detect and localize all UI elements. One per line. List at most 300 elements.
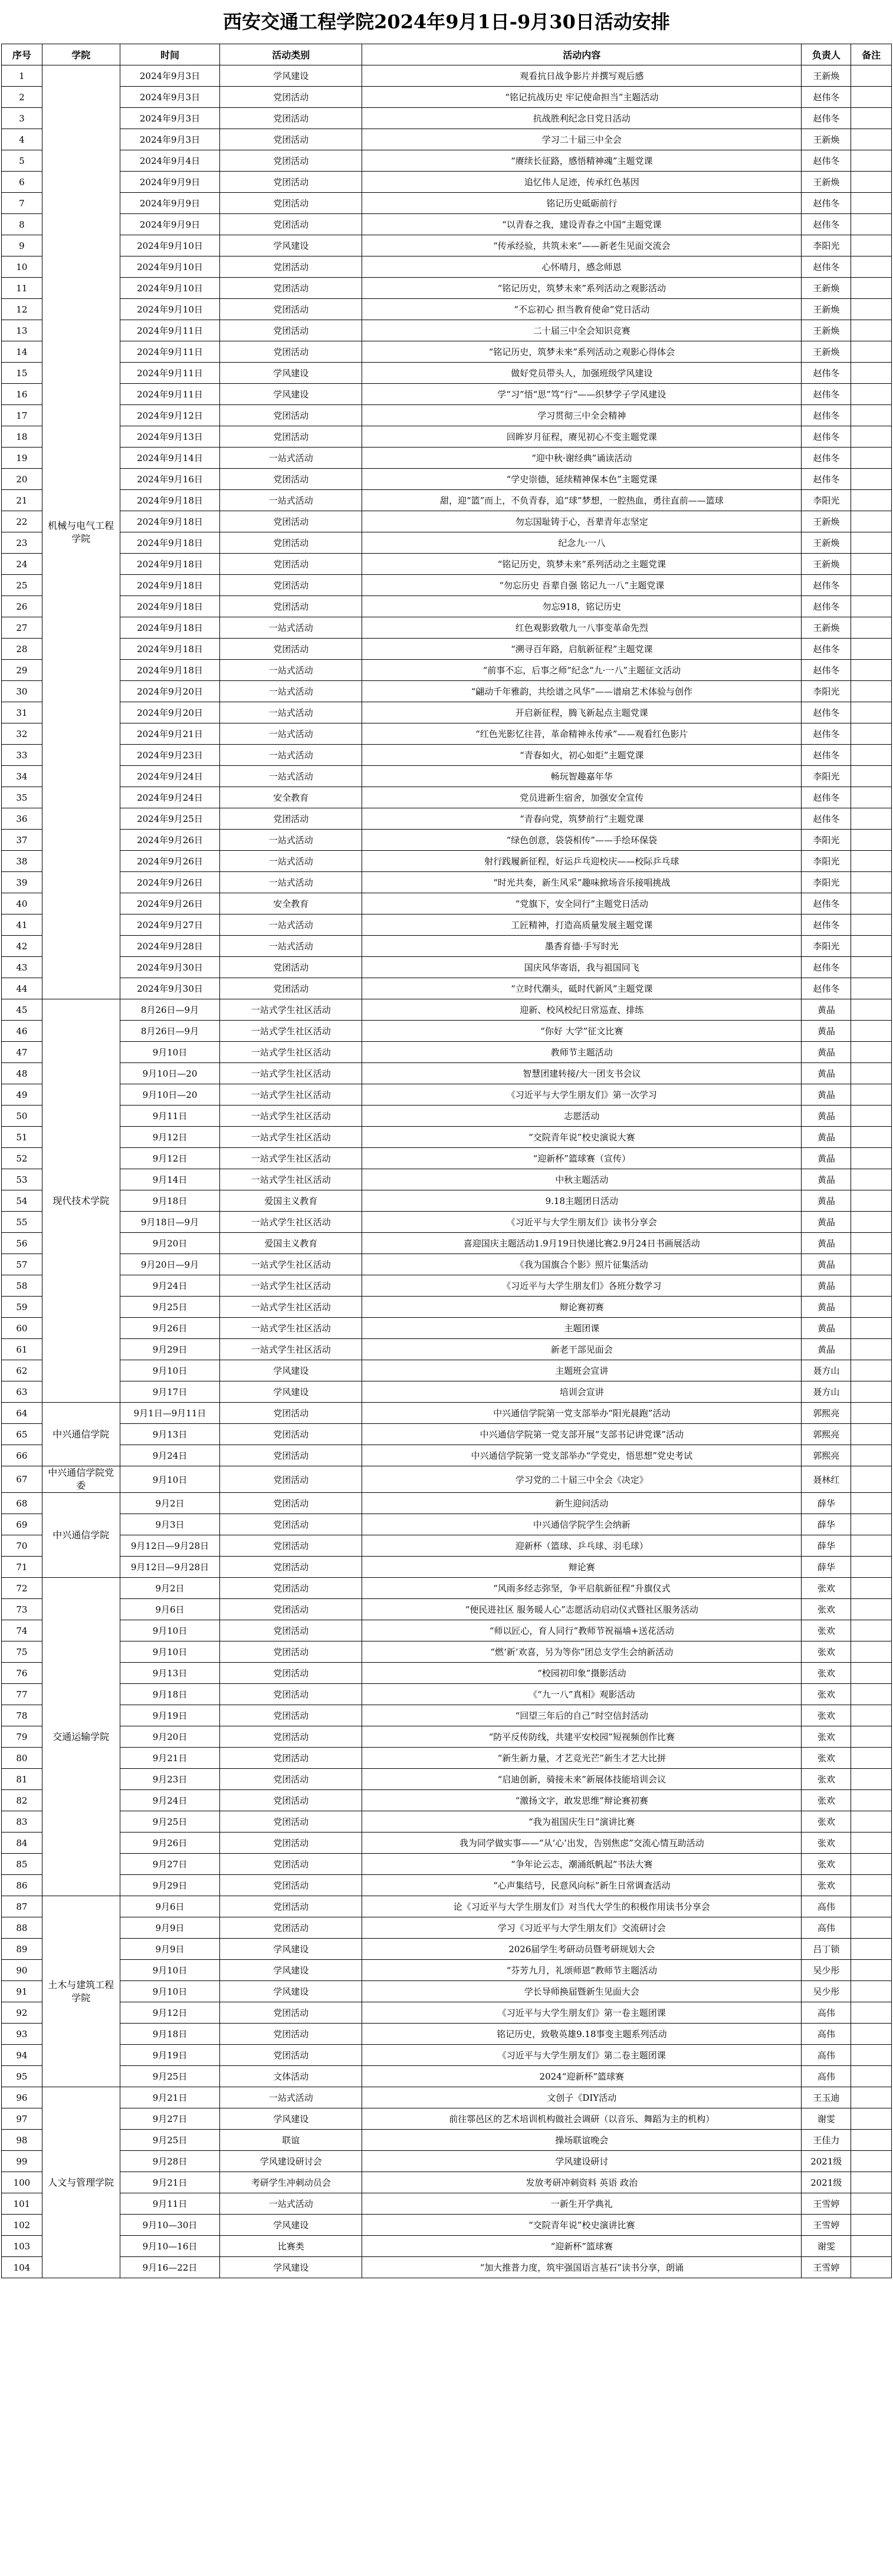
table-row — [2, 1811, 892, 1833]
table-row — [2, 766, 892, 787]
row-number: 26 — [2, 596, 42, 617]
row-category: 党团活动 — [220, 256, 362, 278]
row-number: 11 — [2, 278, 42, 299]
table-row — [2, 256, 892, 278]
row-category: 学风建设 — [220, 363, 362, 384]
row-category: 党团活动 — [220, 405, 362, 426]
row-remark — [851, 660, 892, 681]
row-owner: 黄晶 — [802, 1063, 851, 1084]
row-owner: 张欢 — [802, 1641, 851, 1663]
table-row — [2, 469, 892, 490]
row-time: 9月13日 — [120, 1424, 220, 1445]
row-time: 9月10日 — [120, 1042, 220, 1063]
table-row — [2, 2002, 892, 2024]
table-row — [2, 2236, 892, 2257]
row-category: 党团活动 — [220, 469, 362, 490]
row-owner: 王佳力 — [802, 2130, 851, 2151]
row-category: 党团活动 — [220, 172, 362, 193]
table-row — [2, 448, 892, 469]
row-category: 一站式学生社区活动 — [220, 1297, 362, 1318]
row-remark — [851, 1854, 892, 1875]
row-category: 党团活动 — [220, 1684, 362, 1705]
row-number: 28 — [2, 639, 42, 660]
row-content: 中兴通信学院第一党支部开展“支部书记讲党课”活动 — [362, 1424, 802, 1445]
row-owner: 聂林红 — [802, 1466, 851, 1493]
row-number: 58 — [2, 1275, 42, 1297]
row-time: 9月10日 — [120, 1360, 220, 1381]
row-content: 勿忘国耻铸于心，吾辈青年志坚定 — [362, 511, 802, 532]
row-category: 安全教育 — [220, 787, 362, 808]
row-content: “师以匠心，育人同行”教师节祝福墙+送花活动 — [362, 1620, 802, 1641]
table-row — [2, 1854, 892, 1875]
row-remark — [851, 1381, 892, 1403]
row-number: 70 — [2, 1535, 42, 1557]
row-content: “芬芳九月，礼颂师恩”教师节主题活动 — [362, 1960, 802, 1981]
row-remark — [851, 193, 892, 214]
table-row — [2, 1960, 892, 1981]
table-row — [2, 341, 892, 363]
row-time: 2024年9月9日 — [120, 172, 220, 193]
row-category: 一站式活动 — [220, 723, 362, 745]
row-time: 9月11日 — [120, 1106, 220, 1127]
table-row — [2, 1726, 892, 1748]
table-row — [2, 936, 892, 957]
row-remark — [851, 2066, 892, 2087]
row-remark — [851, 469, 892, 490]
row-time: 2024年9月14日 — [120, 448, 220, 469]
table-row — [2, 554, 892, 575]
table-row — [2, 1514, 892, 1535]
row-number: 18 — [2, 426, 42, 448]
table-row — [2, 1641, 892, 1663]
row-remark — [851, 1896, 892, 1917]
row-owner: 高伟 — [802, 2024, 851, 2045]
row-time: 2024年9月10日 — [120, 235, 220, 256]
row-content: 墨香育德·手写时光 — [362, 936, 802, 957]
row-category: 党团活动 — [220, 150, 362, 172]
row-content: 论《习近平与大学生朋友们》对当代大学生的积极作用读书分享会 — [362, 1896, 802, 1917]
table-row — [2, 702, 892, 723]
row-owner: 张欢 — [802, 1684, 851, 1705]
row-remark — [851, 384, 892, 405]
row-remark — [851, 2193, 892, 2215]
row-number: 9 — [2, 235, 42, 256]
table-row — [2, 851, 892, 872]
table-row — [2, 1084, 892, 1106]
row-remark — [851, 702, 892, 723]
row-owner: 黄晶 — [802, 1148, 851, 1169]
table-row — [2, 1169, 892, 1190]
table-row — [2, 150, 892, 172]
row-content: 《习近平与大学生朋友们》各班分数学习 — [362, 1275, 802, 1297]
row-time: 9月21日 — [120, 1748, 220, 1769]
row-content: 学习《习近平与大学生朋友们》交流研讨会 — [362, 1917, 802, 1939]
row-remark — [851, 1084, 892, 1106]
row-owner: 黄晶 — [802, 1106, 851, 1127]
row-remark — [851, 2045, 892, 2066]
row-time: 9月21日 — [120, 2172, 220, 2193]
row-number: 27 — [2, 617, 42, 639]
row-category: 一站式活动 — [220, 617, 362, 639]
row-content: “铭记历史，筑梦未来”系列活动之观影活动 — [362, 278, 802, 299]
row-time: 2024年9月25日 — [120, 808, 220, 830]
row-owner: 薛华 — [802, 1535, 851, 1557]
row-category: 比赛类 — [220, 2236, 362, 2257]
table-row — [2, 617, 892, 639]
row-time: 9月6日 — [120, 1896, 220, 1917]
table-row — [2, 1790, 892, 1811]
row-remark — [851, 448, 892, 469]
row-time: 9月10—30日 — [120, 2215, 220, 2236]
row-content: 学风建设研讨 — [362, 2151, 802, 2172]
row-time: 9月1日—9月11日 — [120, 1403, 220, 1424]
row-remark — [851, 745, 892, 766]
row-owner: 赵伟冬 — [802, 448, 851, 469]
row-content: “党旗下，安全同行”主题党日活动 — [362, 893, 802, 914]
table-row — [2, 511, 892, 532]
row-remark — [851, 1748, 892, 1769]
row-category: 一站式活动 — [220, 702, 362, 723]
row-time: 9月25日 — [120, 2130, 220, 2151]
row-content: 学“习”悟“思”笃“行”——织梦学子学风建设 — [362, 384, 802, 405]
row-category: 爱国主义教育 — [220, 1233, 362, 1254]
row-owner: 赵伟冬 — [802, 150, 851, 172]
row-time: 9月24日 — [120, 1790, 220, 1811]
row-time: 9月11日 — [120, 2193, 220, 2215]
row-category: 党团活动 — [220, 214, 362, 235]
row-owner: 张欢 — [802, 1620, 851, 1641]
row-number: 86 — [2, 1875, 42, 1896]
row-owner: 王新焕 — [802, 278, 851, 299]
row-remark — [851, 320, 892, 341]
row-owner: 张欢 — [802, 1875, 851, 1896]
table-row — [2, 1493, 892, 1514]
row-owner: 谢雯 — [802, 2236, 851, 2257]
row-remark — [851, 1578, 892, 1599]
row-remark — [851, 1917, 892, 1939]
table-row — [2, 745, 892, 766]
row-time: 2024年9月12日 — [120, 405, 220, 426]
row-owner: 高伟 — [802, 2066, 851, 2087]
row-number: 90 — [2, 1960, 42, 1981]
table-row — [2, 787, 892, 808]
table-row — [2, 2024, 892, 2045]
row-category: 党团活动 — [220, 1445, 362, 1466]
row-time: 2024年9月9日 — [120, 214, 220, 235]
row-number: 38 — [2, 851, 42, 872]
row-category: 党团活动 — [220, 129, 362, 150]
table-row — [2, 2193, 892, 2215]
college-cell: 中兴通信学院党委 — [42, 1466, 120, 1493]
row-category: 一站式学生社区活动 — [220, 1318, 362, 1339]
row-number: 93 — [2, 2024, 42, 2045]
row-time: 9月18日 — [120, 2024, 220, 2045]
row-number: 48 — [2, 1063, 42, 1084]
row-content: 中兴通信学院第一党支部举办“学党史，悟思想”党史考试 — [362, 1445, 802, 1466]
row-number: 97 — [2, 2108, 42, 2130]
row-owner: 黄晶 — [802, 1297, 851, 1318]
row-category: 一站式学生社区活动 — [220, 1254, 362, 1275]
row-number: 69 — [2, 1514, 42, 1535]
row-remark — [851, 2024, 892, 2045]
row-remark — [851, 1557, 892, 1578]
table-row — [2, 681, 892, 702]
row-content: 喜迎国庆主题活动1.9月19日快递比赛2.9月24日书画展活动 — [362, 1233, 802, 1254]
row-time: 2024年9月26日 — [120, 872, 220, 893]
header-row — [2, 44, 892, 65]
row-content: 《我为国旗合个影》照片征集活动 — [362, 1254, 802, 1275]
row-category: 党团活动 — [220, 108, 362, 129]
row-content: 操场联谊晚会 — [362, 2130, 802, 2151]
table-row — [2, 1254, 892, 1275]
row-content: 《习近平与大学生朋友们》第二卷主题团课 — [362, 2045, 802, 2066]
row-remark — [851, 723, 892, 745]
row-owner: 王新焕 — [802, 172, 851, 193]
row-content: “加大推普力度，筑牢强国语言基石”读书分享，朗诵 — [362, 2257, 802, 2278]
row-owner: 赵伟冬 — [802, 787, 851, 808]
row-time: 2024年9月26日 — [120, 830, 220, 851]
row-number: 51 — [2, 1127, 42, 1148]
row-owner: 黄晶 — [802, 1318, 851, 1339]
row-time: 8月26日—9月 — [120, 1021, 220, 1042]
row-time: 9月17日 — [120, 1381, 220, 1403]
row-number: 89 — [2, 1939, 42, 1960]
row-number: 103 — [2, 2236, 42, 2257]
row-remark — [851, 1275, 892, 1297]
row-category: 党团活动 — [220, 1811, 362, 1833]
row-content: “防平反传防线，共建平安校园”短视频创作比赛 — [362, 1726, 802, 1748]
row-remark — [851, 1705, 892, 1726]
row-owner: 赵伟冬 — [802, 469, 851, 490]
row-remark — [851, 1063, 892, 1084]
row-remark — [851, 639, 892, 660]
college-cell: 人文与管理学院 — [42, 2087, 120, 2278]
row-owner: 高伟 — [802, 1896, 851, 1917]
row-content: 主题班会宣讲 — [362, 1360, 802, 1381]
row-number: 35 — [2, 787, 42, 808]
row-category: 党团活动 — [220, 1578, 362, 1599]
row-owner: 李阳光 — [802, 851, 851, 872]
row-remark — [851, 1318, 892, 1339]
row-owner: 王玉迪 — [802, 2087, 851, 2108]
row-number: 61 — [2, 1339, 42, 1360]
row-category: 党团活动 — [220, 1726, 362, 1748]
row-number: 98 — [2, 2130, 42, 2151]
row-owner: 郭熙亮 — [802, 1424, 851, 1445]
row-category: 学风建设 — [220, 2257, 362, 2278]
row-number: 52 — [2, 1148, 42, 1169]
row-content: 9.18主题团日活动 — [362, 1190, 802, 1212]
row-content: 学习贯彻三中全会精神 — [362, 405, 802, 426]
row-category: 一站式活动 — [220, 766, 362, 787]
row-content: 铭记历史，致敬英雄9.18事变主题系列活动 — [362, 2024, 802, 2045]
row-owner: 赵伟冬 — [802, 426, 851, 448]
table-row — [2, 1917, 892, 1939]
row-number: 12 — [2, 299, 42, 320]
row-category: 党团活动 — [220, 532, 362, 554]
row-time: 9月10—16日 — [120, 2236, 220, 2257]
table-row — [2, 1275, 892, 1297]
row-time: 9月26日 — [120, 1833, 220, 1854]
row-time: 9月26日 — [120, 1318, 220, 1339]
table-row — [2, 384, 892, 405]
table-row — [2, 2108, 892, 2130]
table-row — [2, 1212, 892, 1233]
row-category: 党团活动 — [220, 1748, 362, 1769]
row-remark — [851, 957, 892, 978]
table-row — [2, 1620, 892, 1641]
row-time: 9月12日 — [120, 1127, 220, 1148]
row-number: 65 — [2, 1424, 42, 1445]
row-owner: 黄晶 — [802, 1127, 851, 1148]
table-row — [2, 808, 892, 830]
row-number: 74 — [2, 1620, 42, 1641]
row-owner: 张欢 — [802, 1599, 851, 1620]
row-remark — [851, 363, 892, 384]
row-remark — [851, 2002, 892, 2024]
row-number: 45 — [2, 999, 42, 1021]
row-remark — [851, 617, 892, 639]
row-remark — [851, 2257, 892, 2278]
table-row — [2, 872, 892, 893]
row-time: 9月10日 — [120, 1960, 220, 1981]
row-owner: 黄晶 — [802, 1021, 851, 1042]
row-content: 回眸岁月征程，赓见初心不变主题党课 — [362, 426, 802, 448]
row-remark — [851, 1106, 892, 1127]
row-category: 一站式活动 — [220, 660, 362, 681]
row-remark — [851, 1339, 892, 1360]
row-category: 一站式活动 — [220, 2193, 362, 2215]
row-number: 82 — [2, 1790, 42, 1811]
row-owner: 吕丁锁 — [802, 1939, 851, 1960]
row-content: “燃‘新’欢喜，另为等你”团总支学生会纳新活动 — [362, 1641, 802, 1663]
row-category: 党团活动 — [220, 1620, 362, 1641]
row-number: 20 — [2, 469, 42, 490]
row-time: 9月10日 — [120, 1620, 220, 1641]
row-time: 9月2日 — [120, 1493, 220, 1514]
row-content: “以青春之我，建设青春之中国”主题党课 — [362, 214, 802, 235]
row-time: 9月18日 — [120, 1684, 220, 1705]
row-category: 学风建设 — [220, 2215, 362, 2236]
row-time: 9月20日 — [120, 1726, 220, 1748]
row-owner: 赵伟冬 — [802, 108, 851, 129]
row-content: 文创子《DIY活动 — [362, 2087, 802, 2108]
table-row — [2, 1535, 892, 1557]
row-time: 2024年9月24日 — [120, 766, 220, 787]
table-row — [2, 2066, 892, 2087]
row-time: 2024年9月4日 — [120, 150, 220, 172]
row-number: 63 — [2, 1381, 42, 1403]
row-time: 2024年9月18日 — [120, 511, 220, 532]
row-number: 87 — [2, 1896, 42, 1917]
row-category: 一站式学生社区活动 — [220, 1063, 362, 1084]
row-time: 9月21日 — [120, 2087, 220, 2108]
table-row — [2, 1875, 892, 1896]
row-remark — [851, 1641, 892, 1663]
row-category: 党团活动 — [220, 299, 362, 320]
row-remark — [851, 914, 892, 936]
row-remark — [851, 999, 892, 1021]
row-number: 80 — [2, 1748, 42, 1769]
row-content: “激扬文字，敢发思维”辩论赛初赛 — [362, 1790, 802, 1811]
row-time: 2024年9月13日 — [120, 426, 220, 448]
row-number: 100 — [2, 2172, 42, 2193]
row-number: 64 — [2, 1403, 42, 1424]
table-row — [2, 2215, 892, 2236]
row-number: 94 — [2, 2045, 42, 2066]
row-content: “传承经验，共筑未来”——新老生见面交流会 — [362, 235, 802, 256]
row-content: 一新生开学典礼 — [362, 2193, 802, 2215]
row-remark — [851, 1254, 892, 1275]
row-owner: 赵伟冬 — [802, 957, 851, 978]
row-owner: 赵伟冬 — [802, 363, 851, 384]
row-remark — [851, 1833, 892, 1854]
row-remark — [851, 65, 892, 87]
row-content: 工匠精神，打造高质量发展主题党课 — [362, 914, 802, 936]
row-time: 9月10日 — [120, 1641, 220, 1663]
row-time: 9月9日 — [120, 1939, 220, 1960]
row-time: 2024年9月30日 — [120, 957, 220, 978]
table-row — [2, 1148, 892, 1169]
row-time: 2024年9月11日 — [120, 320, 220, 341]
row-category: 学风建设 — [220, 2108, 362, 2130]
row-remark — [851, 532, 892, 554]
row-content: “翩动千年雅韵，共绘谱之风华”——谱扇艺术体验与创作 — [362, 681, 802, 702]
table-row — [2, 1424, 892, 1445]
row-time: 9月9日 — [120, 1917, 220, 1939]
row-category: 学风建设研讨会 — [220, 2151, 362, 2172]
row-owner: 郭熙亮 — [802, 1403, 851, 1424]
row-owner: 张欢 — [802, 1769, 851, 1790]
row-owner: 赵伟冬 — [802, 405, 851, 426]
row-time: 9月10日—20 — [120, 1084, 220, 1106]
row-remark — [851, 1148, 892, 1169]
row-category: 一站式活动 — [220, 936, 362, 957]
row-number: 23 — [2, 532, 42, 554]
row-time: 9月6日 — [120, 1599, 220, 1620]
row-owner: 赵伟冬 — [802, 808, 851, 830]
table-row — [2, 1748, 892, 1769]
row-owner: 王新焕 — [802, 341, 851, 363]
row-remark — [851, 2130, 892, 2151]
row-number: 31 — [2, 702, 42, 723]
table-row — [2, 914, 892, 936]
header-content: 活动内容 — [362, 44, 802, 65]
row-content: “风雨多经志弥坚，争平启航新征程”升旗仪式 — [362, 1578, 802, 1599]
table-row — [2, 193, 892, 214]
table-row — [2, 1063, 892, 1084]
row-content: 2026届学生考研动员暨考研规划大会 — [362, 1939, 802, 1960]
row-remark — [851, 893, 892, 914]
row-owner: 黄晶 — [802, 1254, 851, 1275]
row-time: 2024年9月10日 — [120, 299, 220, 320]
row-category: 一站式学生社区活动 — [220, 1148, 362, 1169]
row-category: 一站式活动 — [220, 2087, 362, 2108]
row-owner: 王新焕 — [802, 320, 851, 341]
row-time: 2024年9月18日 — [120, 596, 220, 617]
row-category: 党团活动 — [220, 554, 362, 575]
row-content: 教师节主题活动 — [362, 1042, 802, 1063]
row-category: 考研学生冲刺动员会 — [220, 2172, 362, 2193]
row-owner: 谢雯 — [802, 2108, 851, 2130]
row-number: 60 — [2, 1318, 42, 1339]
table-row — [2, 87, 892, 108]
row-time: 2024年9月18日 — [120, 575, 220, 596]
row-category: 党团活动 — [220, 278, 362, 299]
row-owner: 张欢 — [802, 1726, 851, 1748]
row-content: 学长导师换届暨新生见面大会 — [362, 1981, 802, 2002]
table-row — [2, 575, 892, 596]
